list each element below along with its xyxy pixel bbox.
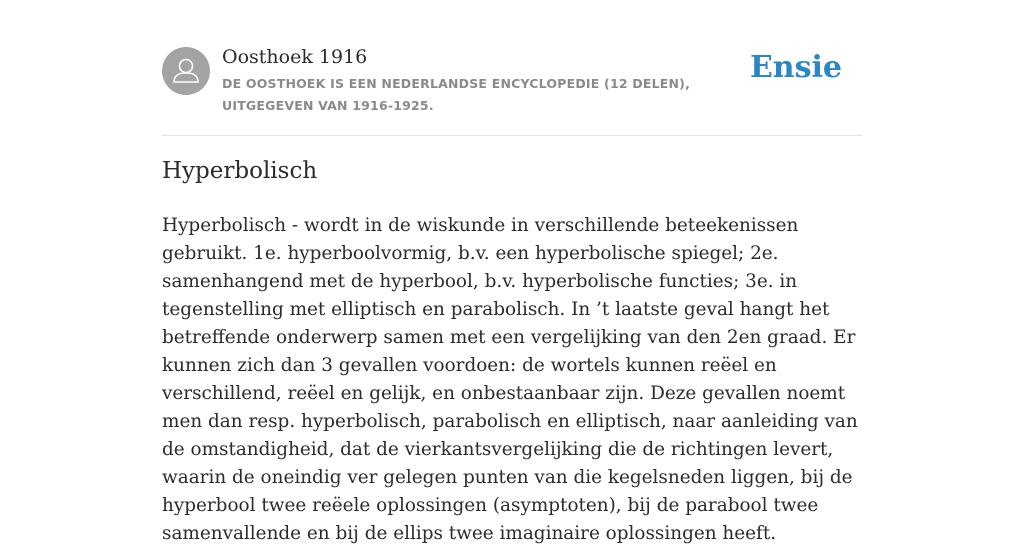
source-title[interactable]: Oosthoek 1916 [222, 46, 368, 68]
source-description: DE OOSTHOEK IS EEN NEDERLANDSE ENCYCLOPEDIE (12 DELEN), UITGEGEVEN VAN 1916-1925. [222, 76, 691, 113]
source-header [162, 46, 862, 116]
entry-body: Hyperbolisch - wordt in de wiskunde in verschillende beteekenissen gebruikt. 1e. hyperboolvormig, b.v. een hyperbolische spiegel; 2e. samenhangend met de hyperbool, b.v. hyperbolische functies; 3e. in tegenstelling met elliptisch en parabolisch. In ’t laatste geval hangt het betreffende onderwerp samen met een vergelijking van den 2en graad. Er kunnen zich dan 3 gevallen voordoen: de wortels kunnen reëel en verschillend, reëel en gelijk, en onbestaanbaar zijn. Deze gevallen noemt men dan resp. hyperbolisch, parabolisch en elliptisch, naar aanleiding van de omstandigheid, dat de vierkantsvergelijking die de richtingen levert, waarin de oneindig ver gelegen punten van die kegelsneden liggen, bij de hyperbool twee reëele oplossingen (asymptoten), bij de parabool twee samenvallende en bij de ellips twee imaginaire oplossingen heeft. [162, 215, 858, 544]
divider [162, 135, 862, 136]
entry-title: Hyperbolisch [162, 158, 318, 184]
brand-logo[interactable]: Ensie [749, 50, 842, 85]
user-avatar-icon[interactable] [162, 47, 210, 95]
